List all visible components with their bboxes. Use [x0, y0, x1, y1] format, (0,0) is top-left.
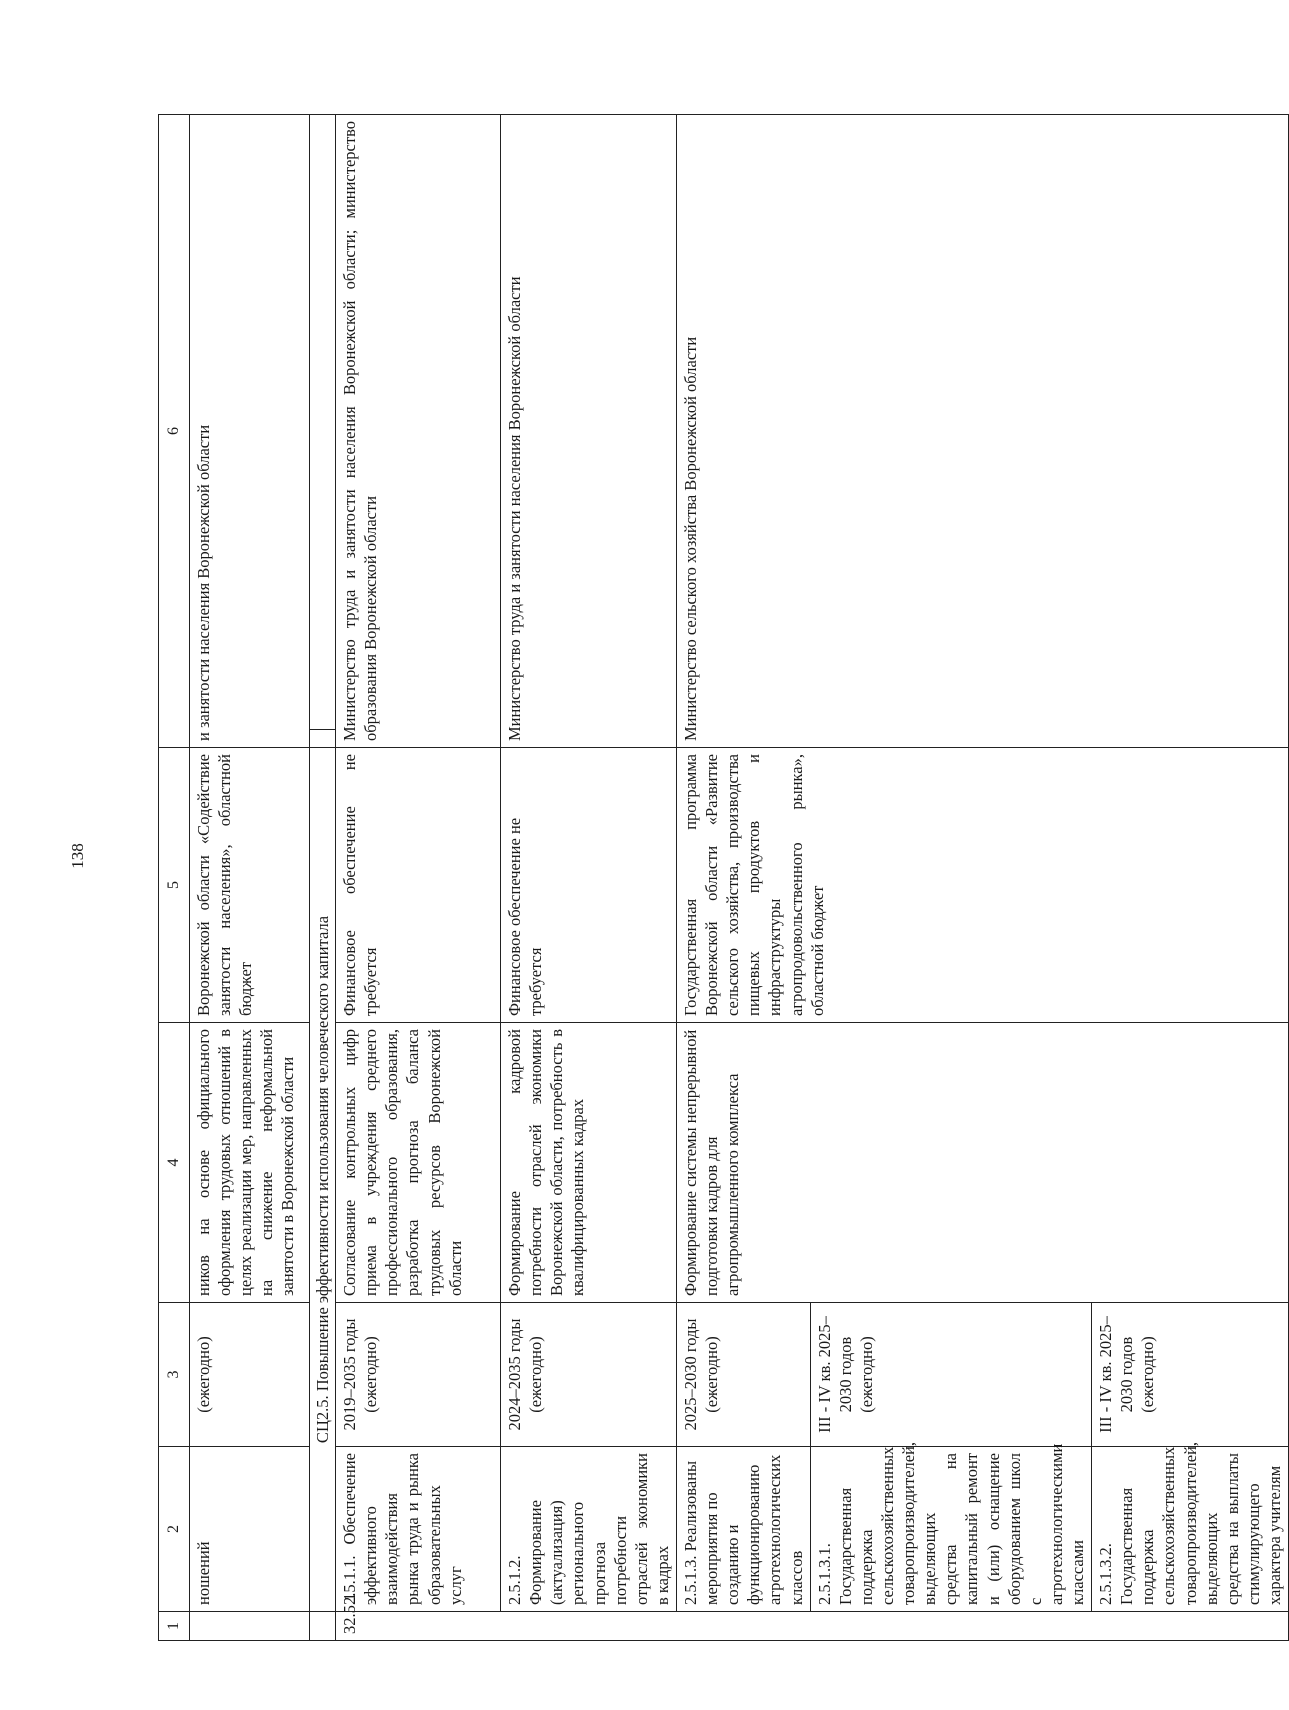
table-row [501, 115, 677, 1641]
measure-cell: 2.5.1.2. Формирование (актуализация) регионального прогноза потребности отраслей экономики в кадрах [501, 1447, 677, 1612]
section-right-cell [310, 115, 336, 730]
section-row [310, 115, 336, 1641]
responsible-cell: Министерство труда и занятости населения Воронежской области [501, 115, 677, 748]
header-col-6: 6 [159, 115, 190, 748]
header-row [159, 115, 190, 1641]
header-col-5: 5 [159, 748, 190, 1023]
result-cell: Формирование системы непрерывной подготовки кадров для агропромышленного комплекса [676, 1023, 1288, 1303]
funding-cell: Финансовое обеспечение не требуется [336, 748, 501, 1023]
responsible-cell: Министерство труда и занятости населения Воронежской области; министерство образования Воронежской области [336, 115, 501, 748]
plan-table [158, 114, 1289, 1641]
funding-cell: Воронежской области «Содействие занятости населения», областной бюджет [190, 748, 310, 1023]
section-narrow-cell [310, 730, 336, 748]
timeframe-cell: 2024–2035 годы (ежегодно) [501, 1303, 677, 1447]
funding-cell: Государственная программа Воронежской области «Развитие сельского хозяйства, производства пищевых продуктов и инфраструктуры агропродовольственного рынка», областной бюджет [676, 748, 1288, 1023]
result-cell: Согласование контрольных цифр приема в учреждения среднего профессионального образования, разработка прогноза баланса трудовых ресурсов Воронежской области [336, 1023, 501, 1303]
timeframe-cell: III - IV кв. 2025–2030 годов (ежегодно) [810, 1303, 1091, 1447]
measure-cell: ношений [190, 1447, 310, 1612]
header-col-3: 3 [159, 1303, 190, 1447]
group-id-cell: 32.5.1 [336, 1612, 1289, 1641]
timeframe-cell: 2019–2035 годы (ежегодно) [336, 1303, 501, 1447]
rotated-table-wrapper [158, 115, 1284, 1641]
measure-cell: 2.5.1.3. Реализованы мероприятия по созданию и функционированию агротехнологических классов [676, 1447, 810, 1612]
responsible-cell: и занятости населения Воронежской области [190, 115, 310, 748]
timeframe-cell: (ежегодно) [190, 1303, 310, 1447]
timeframe-cell: 2025–2030 годы (ежегодно) [676, 1303, 810, 1447]
section-spacer-cell [310, 1612, 336, 1641]
continuation-row [190, 115, 310, 1641]
result-cell: Формирование кадровой потребности отраслей экономики Воронежской области, потребность в квалифицированных кадрах [501, 1023, 677, 1303]
result-cell: ников на основе официального оформления трудовых отношений в целях реализации мер, направленных на снижение неформальной занятости в Воронежской области [190, 1023, 310, 1303]
page-number: 138 [68, 843, 87, 869]
header-col-2: 2 [159, 1447, 190, 1612]
row-number-cell [190, 1612, 310, 1641]
responsible-cell: Министерство сельского хозяйства Воронежской области [676, 115, 1288, 748]
measure-cell: 2.5.1.3.1. Государственная поддержка сельскохозяйственных товаропроизводителей, выделяющих средства на капитальный ремонт и (или) оснащение оборудованием школ с агротехнологическими классами [810, 1447, 1091, 1612]
table-row [336, 115, 501, 1641]
header-col-1: 1 [159, 1612, 190, 1641]
measure-cell: 2.5.1.3.2. Государственная поддержка сельскохозяйственных товаропроизводителей, выделяющих средства на выплаты стимулирующего характера учителям [1092, 1447, 1289, 1612]
measure-cell: 2.5.1.1. Обеспечение эффективного взаимодействия рынка труда и рынка образовательных услуг [336, 1447, 501, 1612]
table-row [676, 115, 810, 1641]
section-title: СЦ2.5. Повышение эффективности использования человеческого капитала [310, 748, 336, 1612]
funding-cell: Финансовое обеспечение не требуется [501, 748, 677, 1023]
header-col-4: 4 [159, 1023, 190, 1303]
timeframe-cell: III - IV кв. 2025–2030 годов (ежегодно) [1092, 1303, 1289, 1447]
